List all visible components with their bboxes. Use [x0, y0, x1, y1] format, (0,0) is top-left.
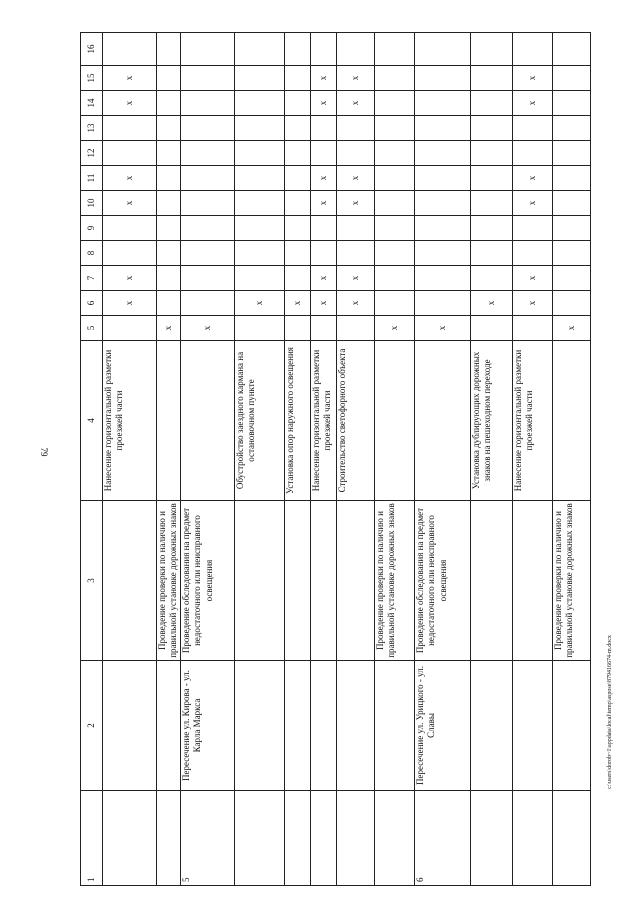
mark-cell — [415, 216, 471, 241]
table-row — [311, 33, 337, 886]
mark-cell: x — [415, 316, 471, 341]
mark-cell — [553, 241, 591, 266]
mark-cell — [103, 216, 157, 241]
mark-cell — [415, 33, 471, 66]
mark-cell — [553, 66, 591, 91]
cell-col4: Обустройство заездного кармана на остановочном пункте — [235, 341, 285, 501]
cell-col3: Проведение проверки по наличию и правильной установке дорожных знаков — [553, 501, 591, 661]
mark-cell — [553, 291, 591, 316]
cell-col4 — [415, 341, 471, 501]
mark-cell — [337, 241, 375, 266]
cell-col1 — [311, 791, 337, 886]
mark-cell — [415, 166, 471, 191]
mark-cell: x — [337, 291, 375, 316]
mark-cell: x — [513, 266, 553, 291]
mark-cell — [375, 266, 415, 291]
mark-cell — [157, 191, 181, 216]
mark-cell — [375, 216, 415, 241]
cell-col3 — [513, 501, 553, 661]
mark-cell — [181, 216, 235, 241]
mark-cell — [235, 191, 285, 216]
table-row — [471, 33, 513, 886]
mark-cell — [553, 33, 591, 66]
cell-col2 — [311, 661, 337, 791]
mark-cell — [337, 141, 375, 166]
mark-cell — [375, 191, 415, 216]
cell-col1 — [157, 791, 181, 886]
mark-cell — [471, 166, 513, 191]
mark-cell — [311, 116, 337, 141]
mark-cell: x — [235, 291, 285, 316]
mark-cell — [157, 266, 181, 291]
cell-col1 — [513, 791, 553, 886]
mark-cell — [415, 191, 471, 216]
mark-cell — [337, 216, 375, 241]
table-stage — [80, 33, 590, 886]
mark-cell — [513, 316, 553, 341]
cell-col1: 6 — [415, 791, 471, 886]
mark-cell — [375, 241, 415, 266]
cell-col4: Установка опор наружного освещения — [285, 341, 311, 501]
mark-cell — [181, 166, 235, 191]
column-header-9: 9 — [81, 216, 103, 241]
mark-cell — [415, 141, 471, 166]
mark-cell — [235, 316, 285, 341]
mark-cell: x — [337, 166, 375, 191]
footer-path: c:\users\dorob~1\appdata\local\temp\aspose\879416674-m.docx — [607, 635, 613, 789]
table-row — [513, 33, 553, 886]
measures-table — [80, 32, 591, 886]
mark-cell — [235, 216, 285, 241]
table-row — [553, 33, 591, 886]
mark-cell — [181, 66, 235, 91]
column-header-11: 11 — [81, 166, 103, 191]
mark-cell — [375, 33, 415, 66]
column-header-4: 4 — [81, 341, 103, 501]
mark-cell: x — [311, 91, 337, 116]
mark-cell — [513, 33, 553, 66]
mark-cell — [235, 33, 285, 66]
cell-col2: Пересечение ул. Урицкого - ул. Славы — [415, 661, 471, 791]
cell-col4: Установка дублирующих дорожных знаков на пешеходном переходе — [471, 341, 513, 501]
cell-col3 — [235, 501, 285, 661]
mark-cell — [285, 33, 311, 66]
cell-col4 — [553, 341, 591, 501]
cell-col3 — [471, 501, 513, 661]
cell-col2 — [285, 661, 311, 791]
mark-cell — [311, 316, 337, 341]
page-number: 79 — [39, 447, 49, 457]
mark-cell — [285, 316, 311, 341]
mark-cell — [285, 166, 311, 191]
mark-cell — [513, 241, 553, 266]
mark-cell — [181, 191, 235, 216]
mark-cell — [285, 116, 311, 141]
mark-cell — [311, 141, 337, 166]
mark-cell — [337, 116, 375, 141]
mark-cell — [235, 116, 285, 141]
mark-cell: x — [513, 91, 553, 116]
cell-col3 — [337, 501, 375, 661]
mark-cell: x — [337, 266, 375, 291]
mark-cell — [375, 116, 415, 141]
mark-cell — [235, 266, 285, 291]
mark-cell — [235, 241, 285, 266]
mark-cell — [471, 191, 513, 216]
mark-cell — [103, 141, 157, 166]
column-header-6: 6 — [81, 291, 103, 316]
cell-col4: Нанесение горизонтальной разметки проезжей части — [311, 341, 337, 501]
mark-cell — [471, 66, 513, 91]
mark-cell — [181, 116, 235, 141]
table-body — [81, 33, 591, 886]
mark-cell: x — [103, 291, 157, 316]
mark-cell — [181, 266, 235, 291]
cell-col2 — [513, 661, 553, 791]
mark-cell: x — [311, 266, 337, 291]
column-header-15: 15 — [81, 66, 103, 91]
cell-col1 — [103, 791, 157, 886]
mark-cell — [103, 116, 157, 141]
column-header-14: 14 — [81, 91, 103, 116]
mark-cell — [553, 116, 591, 141]
cell-col1 — [285, 791, 311, 886]
cell-col3: Проведение обследования на предмет недостаточного или неисправного освещения — [181, 501, 235, 661]
mark-cell — [181, 241, 235, 266]
mark-cell — [553, 216, 591, 241]
cell-col4 — [375, 341, 415, 501]
column-header-1: 1 — [81, 791, 103, 886]
cell-col1 — [471, 791, 513, 886]
cell-col1 — [553, 791, 591, 886]
mark-cell — [235, 91, 285, 116]
mark-cell — [157, 66, 181, 91]
cell-col3 — [311, 501, 337, 661]
column-header-7: 7 — [81, 266, 103, 291]
cell-col3: Проведение обследования на предмет недостаточного или неисправного освещения — [415, 501, 471, 661]
cell-col2 — [337, 661, 375, 791]
mark-cell — [415, 91, 471, 116]
cell-col4 — [181, 341, 235, 501]
mark-cell — [103, 241, 157, 266]
cell-col2 — [375, 661, 415, 791]
mark-cell — [553, 91, 591, 116]
mark-cell — [553, 266, 591, 291]
mark-cell — [553, 191, 591, 216]
mark-cell: x — [513, 191, 553, 216]
mark-cell — [415, 291, 471, 316]
mark-cell — [471, 316, 513, 341]
mark-cell: x — [181, 316, 235, 341]
mark-cell — [235, 166, 285, 191]
mark-cell: x — [103, 166, 157, 191]
mark-cell — [415, 241, 471, 266]
mark-cell — [157, 241, 181, 266]
cell-col3 — [103, 501, 157, 661]
mark-cell — [375, 166, 415, 191]
rotated-table-wrapper — [80, 33, 590, 886]
mark-cell — [415, 116, 471, 141]
mark-cell: x — [513, 166, 553, 191]
mark-cell — [181, 291, 235, 316]
mark-cell — [157, 216, 181, 241]
mark-cell — [337, 316, 375, 341]
mark-cell: x — [553, 316, 591, 341]
mark-cell: x — [311, 291, 337, 316]
cell-col2 — [471, 661, 513, 791]
mark-cell — [311, 33, 337, 66]
mark-cell — [375, 141, 415, 166]
cell-col2: Пересечение ул. Кирова - ул. Карла Маркса — [181, 661, 235, 791]
table-row — [337, 33, 375, 886]
mark-cell — [285, 66, 311, 91]
mark-cell: x — [513, 66, 553, 91]
table-row — [157, 33, 181, 886]
mark-cell — [415, 66, 471, 91]
mark-cell — [103, 316, 157, 341]
mark-cell — [471, 33, 513, 66]
mark-cell — [311, 241, 337, 266]
cell-col4: Нанесение горизонтальной разметки проезжей части — [513, 341, 553, 501]
mark-cell — [157, 166, 181, 191]
table-row — [235, 33, 285, 886]
mark-cell — [157, 116, 181, 141]
cell-col4 — [157, 341, 181, 501]
table-row — [285, 33, 311, 886]
mark-cell: x — [375, 316, 415, 341]
column-header-12: 12 — [81, 141, 103, 166]
table-row — [375, 33, 415, 886]
mark-cell — [513, 141, 553, 166]
mark-cell: x — [337, 66, 375, 91]
mark-cell — [181, 91, 235, 116]
mark-cell — [375, 91, 415, 116]
column-header-2: 2 — [81, 661, 103, 791]
mark-cell: x — [103, 191, 157, 216]
cell-col3: Проведение проверки по наличию и правильной установке дорожных знаков — [157, 501, 181, 661]
mark-cell — [471, 116, 513, 141]
mark-cell — [471, 241, 513, 266]
mark-cell — [157, 291, 181, 316]
cell-col1 — [375, 791, 415, 886]
mark-cell: x — [157, 316, 181, 341]
mark-cell: x — [311, 166, 337, 191]
cell-col4: Нанесение горизонтальной разметки проезжей части — [103, 341, 157, 501]
mark-cell: x — [513, 291, 553, 316]
mark-cell — [235, 141, 285, 166]
mark-cell: x — [337, 191, 375, 216]
column-header-10: 10 — [81, 191, 103, 216]
mark-cell: x — [311, 191, 337, 216]
mark-cell — [181, 141, 235, 166]
mark-cell: x — [103, 91, 157, 116]
mark-cell — [157, 91, 181, 116]
mark-cell — [285, 191, 311, 216]
table-row — [415, 33, 471, 886]
mark-cell — [471, 141, 513, 166]
table-row — [181, 33, 235, 886]
mark-cell — [337, 33, 375, 66]
mark-cell — [235, 66, 285, 91]
cell-col1: 5 — [181, 791, 235, 886]
cell-col1 — [235, 791, 285, 886]
column-header-13: 13 — [81, 116, 103, 141]
mark-cell: x — [337, 91, 375, 116]
cell-col2 — [103, 661, 157, 791]
cell-col3 — [285, 501, 311, 661]
mark-cell — [553, 141, 591, 166]
mark-cell — [415, 266, 471, 291]
mark-cell — [513, 216, 553, 241]
mark-cell — [553, 166, 591, 191]
mark-cell: x — [285, 291, 311, 316]
mark-cell — [285, 241, 311, 266]
mark-cell — [157, 33, 181, 66]
mark-cell — [311, 216, 337, 241]
column-header-16: 16 — [81, 33, 103, 66]
mark-cell — [285, 266, 311, 291]
mark-cell — [471, 91, 513, 116]
mark-cell — [103, 33, 157, 66]
column-header-3: 3 — [81, 501, 103, 661]
cell-col1 — [337, 791, 375, 886]
cell-col2 — [157, 661, 181, 791]
cell-col2 — [553, 661, 591, 791]
cell-col2 — [235, 661, 285, 791]
mark-cell — [285, 141, 311, 166]
table-row — [103, 33, 157, 886]
mark-cell — [375, 66, 415, 91]
header-row — [81, 33, 103, 886]
mark-cell — [285, 216, 311, 241]
mark-cell — [375, 291, 415, 316]
cell-col4: Строительство светофорного объекта — [337, 341, 375, 501]
column-header-5: 5 — [81, 316, 103, 341]
mark-cell — [513, 116, 553, 141]
mark-cell — [285, 91, 311, 116]
mark-cell: x — [103, 66, 157, 91]
column-header-8: 8 — [81, 241, 103, 266]
mark-cell — [471, 216, 513, 241]
mark-cell: x — [103, 266, 157, 291]
mark-cell: x — [471, 291, 513, 316]
mark-cell — [181, 33, 235, 66]
mark-cell: x — [311, 66, 337, 91]
mark-cell — [471, 266, 513, 291]
mark-cell — [157, 141, 181, 166]
cell-col3: Проведение проверки по наличию и правильной установке дорожных знаков — [375, 501, 415, 661]
